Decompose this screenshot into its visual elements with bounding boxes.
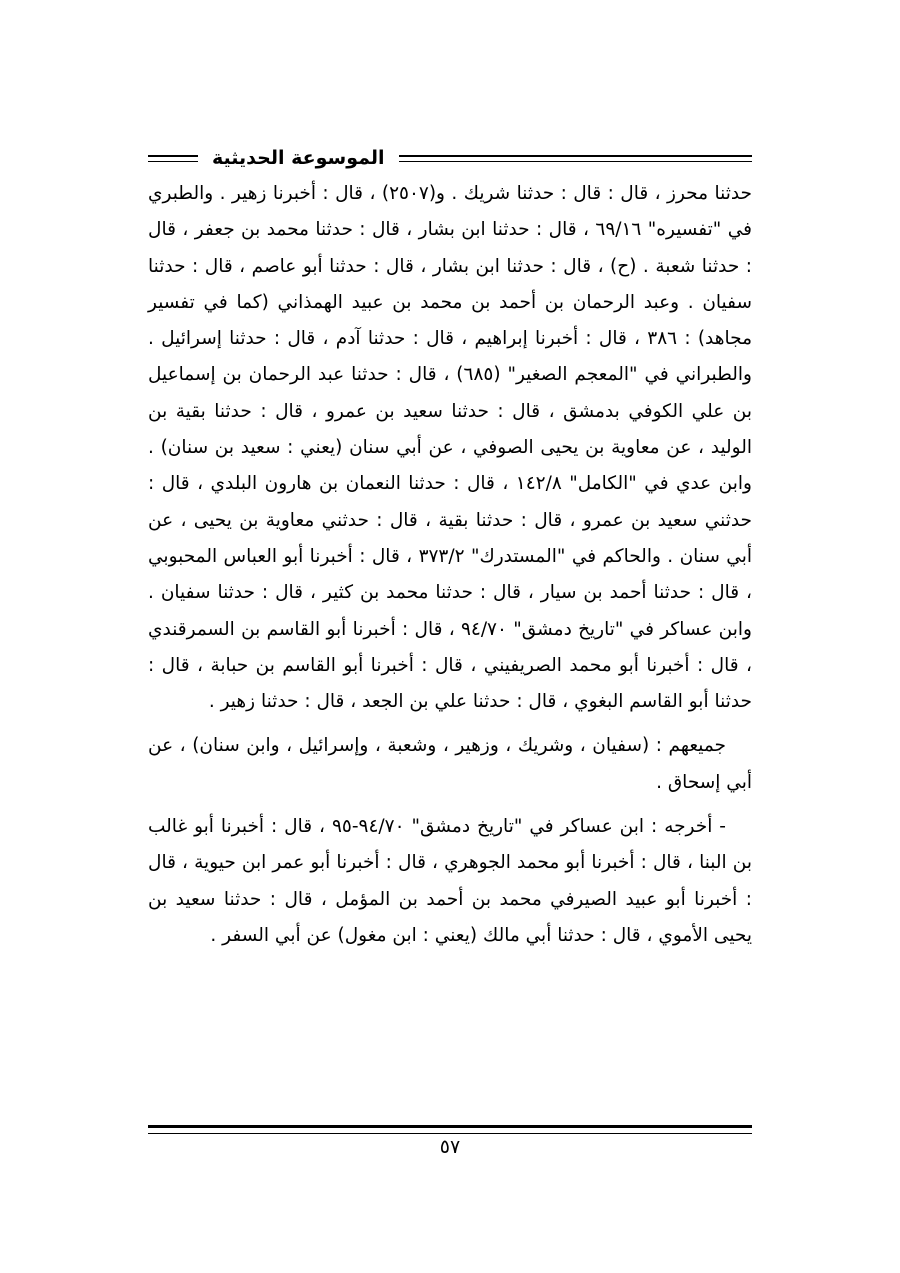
page-number: ٥٧ (439, 1136, 461, 1158)
page-body (148, 176, 752, 962)
paragraph-isnad: حدثنا محرز ، قال : قال : حدثنا شريك . و(٢٥٠٧) ، قال : أخبرنا زهير . والطبري في "تفسيره" ٦٩/١٦ ، قال : حدثنا ابن بشار ، قال : حدثنا محمد بن جعفر ، قال : حدثنا شعبة . (ح) ، قال : حدثنا ابن بشار ، قال : حدثنا أبو عاصم ، قال : حدثنا سفيان . وعبد الرحمان بن أحمد بن محمد بن عبيد الهمذاني (كما في تفسير مجاهد) : ٣٨٦ ، قال : أخبرنا إبراهيم ، قال : حدثنا آدم ، قال : حدثنا إسرائيل . والطبراني في "المعجم الصغير" (٦٨٥) ، قال : حدثنا عبد الرحمان بن إسماعيل بن علي الكوفي بدمشق ، قال : حدثنا سعيد بن عمرو ، قال : حدثنا بقية بن الوليد ، عن معاوية بن يحيى الصوفي ، عن أبي سنان (يعني : سعيد بن سنان) . وابن عدي في "الكامل" ١٤٢/٨ ، قال : حدثنا النعمان بن هارون البلدي ، قال : حدثني سعيد بن عمرو ، قال : حدثنا بقية ، قال : حدثني معاوية بن يحيى ، عن أبي سنان . والحاكم في "المستدرك" ٣٧٣/٢ ، قال : أخبرنا أبو العباس المحبوبي ، قال : حدثنا أحمد بن سيار ، قال : حدثنا محمد بن كثير ، قال : حدثنا سفيان . وابن عساكر في "تاريخ دمشق" ٩٤/٧٠ ، قال : أخبرنا أبو القاسم بن السمرقندي ، قال : أخبرنا أبو محمد الصريفيني ، قال : أخبرنا أبو القاسم بن حبابة ، قال : حدثنا أبو القاسم البغوي ، قال : حدثنا علي بن الجعد ، قال : حدثنا زهير . (148, 183, 752, 713)
footer-rule (148, 1125, 752, 1134)
paragraph-summary: جميعهم : (سفيان ، وشريك ، وزهير ، وشعبة ، وإسرائيل ، وابن سنان) ، عن أبي إسحاق . (148, 735, 752, 793)
header-rule-right (399, 155, 753, 162)
header-rule-left (148, 155, 198, 162)
page-header (148, 138, 752, 178)
page-title: الموسوعة الحديثية (212, 147, 385, 169)
paragraph-takhrij: - أخرجه : ابن عساكر في "تاريخ دمشق" ٩٤/٧٠-٩٥ ، قال : أخبرنا أبو غالب بن البنا ، قال : أخبرنا أبو محمد الجوهري ، قال : أخبرنا أبو عمر ابن حيوية ، قال : أخبرنا أبو عبيد الصيرفي محمد بن أحمد بن المؤمل ، قال : حدثنا سعيد بن يحيى الأموي ، قال : حدثنا أبي مالك (يعني : ابن مغول) عن أبي السفر . (148, 816, 752, 946)
